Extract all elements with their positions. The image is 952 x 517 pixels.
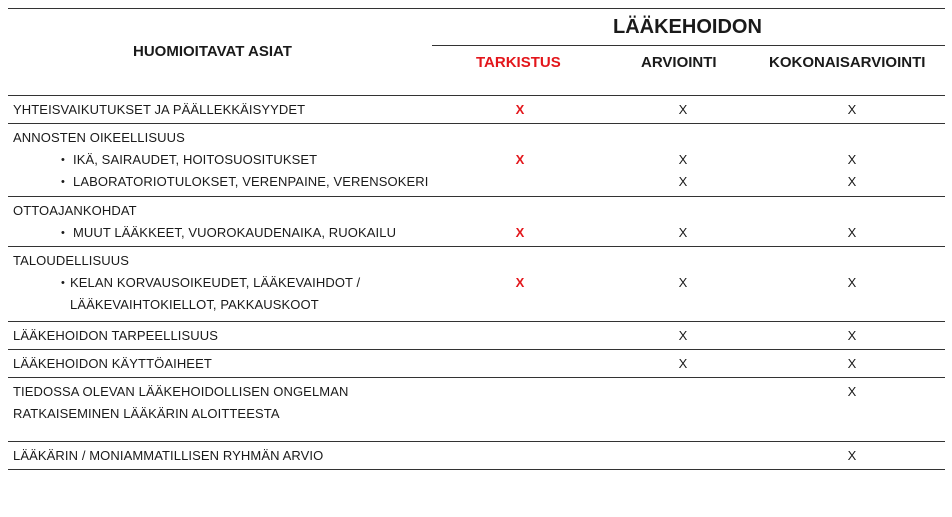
row-label: ANNOSTEN OIKEELLISUUS <box>13 130 185 145</box>
kokonais-mark: X <box>847 328 857 343</box>
arviointi-mark: X <box>678 275 688 290</box>
tarkistus-mark: X <box>515 275 525 290</box>
top-rule <box>8 8 945 9</box>
kokonais-mark: X <box>847 174 857 189</box>
bullet-dot: • <box>61 176 65 188</box>
column-header-arviointi: ARVIOINTI <box>641 54 717 71</box>
bullet-dot: • <box>61 227 65 239</box>
kokonais-mark: X <box>847 356 857 371</box>
row-label: KELAN KORVAUSOIKEUDET, LÄÄKEVAIHDOT / <box>70 275 361 290</box>
group-title-rule <box>432 45 945 46</box>
arviointi-mark: X <box>678 356 688 371</box>
kokonais-mark: X <box>847 448 857 463</box>
kokonais-mark: X <box>847 102 857 117</box>
row-rule <box>8 349 945 350</box>
column-header-tarkistus: TARKISTUS <box>476 54 561 71</box>
arviointi-mark: X <box>678 152 688 167</box>
row-rule <box>8 196 945 197</box>
row-rule <box>8 321 945 322</box>
row-rule <box>8 123 945 124</box>
bottom-rule <box>8 469 945 470</box>
kokonais-mark: X <box>847 384 857 399</box>
row-label: IKÄ, SAIRAUDET, HOITOSUOSITUKSET <box>73 152 318 167</box>
arviointi-mark: X <box>678 225 688 240</box>
row-rule <box>8 441 945 442</box>
tarkistus-mark: X <box>515 225 525 240</box>
row-label: LÄÄKÄRIN / MONIAMMATILLISEN RYHMÄN ARVIO <box>13 448 324 463</box>
row-label: LABORATORIOTULOKSET, VERENPAINE, VERENSOKERI <box>73 174 429 189</box>
bullet-dot: • <box>61 154 65 166</box>
arviointi-mark: X <box>678 102 688 117</box>
column-header-topics: HUOMIOITAVAT ASIAT <box>133 43 292 60</box>
row-label: TIEDOSSA OLEVAN LÄÄKEHOIDOLLISEN ONGELMAN <box>13 384 349 399</box>
row-label: MUUT LÄÄKKEET, VUOROKAUDENAIKA, RUOKAILU <box>73 225 397 240</box>
row-rule <box>8 246 945 247</box>
row-label: TALOUDELLISUUS <box>13 253 130 268</box>
arviointi-mark: X <box>678 328 688 343</box>
row-label: RATKAISEMINEN LÄÄKÄRIN ALOITTEESTA <box>13 406 280 421</box>
row-rule <box>8 377 945 378</box>
column-header-kokonaisarviointi: KOKONAISARVIOINTI <box>769 54 926 71</box>
row-label: LÄÄKEVAIHTOKIELLOT, PAKKAUSKOOT <box>70 297 319 312</box>
row-label: OTTOAJANKOHDAT <box>13 203 137 218</box>
kokonais-mark: X <box>847 225 857 240</box>
tarkistus-mark: X <box>515 152 525 167</box>
kokonais-mark: X <box>847 152 857 167</box>
row-label: LÄÄKEHOIDON TARPEELLISUUS <box>13 328 219 343</box>
arviointi-mark: X <box>678 174 688 189</box>
tarkistus-mark: X <box>515 102 525 117</box>
kokonais-mark: X <box>847 275 857 290</box>
bullet-dot: • <box>61 277 65 289</box>
row-label: LÄÄKEHOIDON KÄYTTÖAIHEET <box>13 356 212 371</box>
header-rule <box>8 95 945 96</box>
group-title: LÄÄKEHOIDON <box>613 16 762 38</box>
row-label: YHTEISVAIKUTUKSET JA PÄÄLLEKKÄISYYDET <box>13 102 306 117</box>
